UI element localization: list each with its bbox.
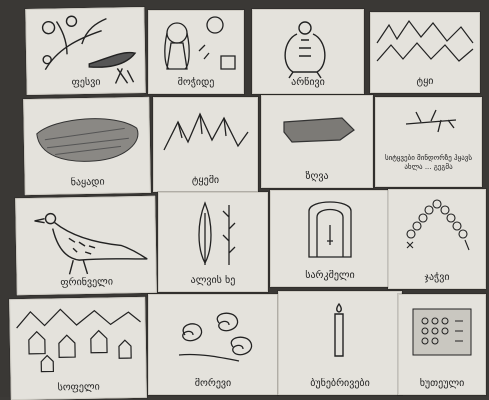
card-window-drawing	[270, 190, 390, 287]
card-caption: ნაყადი	[70, 176, 105, 189]
card-bird-drawing	[15, 196, 157, 295]
card-caption: სარკმელი	[305, 270, 355, 281]
card-peaks-drawing	[153, 97, 258, 192]
branch-drawing	[376, 98, 481, 186]
card-chain-drawing	[388, 189, 486, 289]
card-eagle-drawing	[252, 9, 364, 94]
card-caption: მორევი	[194, 378, 232, 389]
card-caption: არწივი	[291, 77, 325, 88]
card-caption: ტყი	[416, 76, 434, 87]
card-caption: ჯაჭვი	[424, 272, 450, 283]
card-caption: ტყემი	[191, 175, 220, 186]
card-village-drawing	[9, 297, 147, 400]
card-poplar-drawing	[158, 192, 268, 292]
card-mountains-drawing	[370, 12, 480, 93]
card-caption: სიტყვები მინდორზე ჰყავს ახლა ... გეგმა	[384, 154, 473, 171]
card-girl-drawing	[148, 10, 244, 94]
card-tree-drawing	[25, 7, 145, 95]
card-haystack-drawing	[23, 97, 151, 195]
card-caption: ზღვა	[305, 171, 329, 182]
card-caption: ხუთეული	[419, 378, 465, 389]
card-candle-drawing	[278, 291, 402, 395]
card-caption: ალვის ხე	[190, 275, 236, 286]
card-text-drawing	[375, 97, 482, 187]
card-sea-drawing	[261, 95, 373, 188]
card-caption: ბუნებრივები	[310, 378, 370, 389]
card-whirlpool-drawing	[148, 294, 278, 395]
card-caption: სოფელი	[57, 381, 100, 394]
card-dots-drawing	[398, 294, 486, 395]
card-caption: მოჭიდე	[177, 77, 215, 88]
card-caption: ფესვი	[71, 76, 101, 89]
card-caption: ფრინველი	[60, 276, 114, 289]
